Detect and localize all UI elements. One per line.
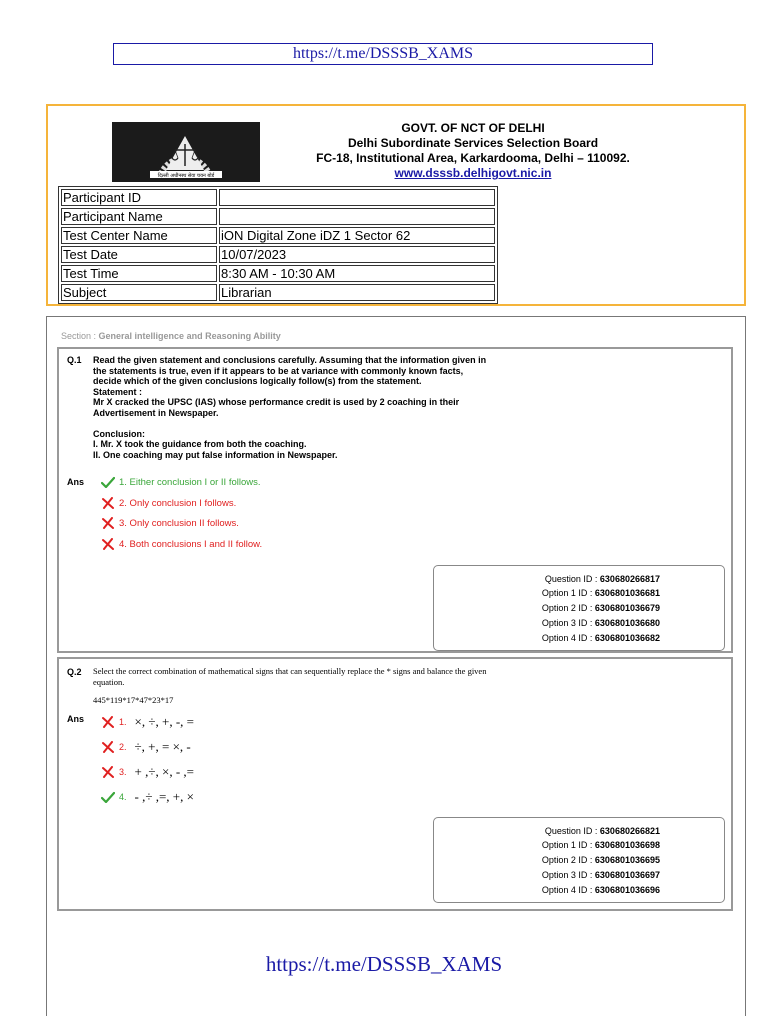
info-value: Librarian: [219, 284, 495, 301]
question-spacer: [93, 418, 543, 429]
cross-icon: [101, 766, 115, 778]
id-value: 6306801036696: [594, 885, 660, 895]
id-value: 6306801036698: [594, 840, 660, 850]
info-value: [219, 208, 495, 225]
option-signs: ÷, +, = ×, -: [134, 739, 191, 754]
option-1: [101, 476, 261, 488]
table-row: [61, 208, 495, 225]
question-number: Q.1: [67, 355, 82, 365]
info-value: iON Digital Zone iDZ 1 Sector 62: [219, 227, 495, 244]
table-row: [61, 246, 495, 263]
option-3: [101, 517, 239, 529]
option-signs: ×, ÷, +, -, =: [134, 714, 194, 729]
question-line: decide which of the given conclusions logically follow(s) from the statement.: [93, 376, 422, 386]
id-label: Option 3 ID :: [541, 870, 595, 880]
question-text: [93, 666, 563, 706]
info-key: Test Date: [61, 246, 217, 263]
option-2: [101, 497, 236, 509]
logo-caption: दिल्ली अधीनस्थ सेवा चयन बोर्ड: [157, 173, 215, 179]
option-number: 1.: [119, 717, 127, 727]
id-value: 630680266817: [599, 574, 660, 584]
id-value: 6306801036679: [594, 603, 660, 613]
option-number: 2.: [119, 742, 127, 752]
board-address: FC-18, Institutional Area, Karkardooma, Delhi – 110092.: [316, 151, 630, 165]
question-id-box: [433, 817, 725, 903]
option-text: 4. Both conclusions I and II follow.: [119, 538, 263, 550]
question-spacer: [93, 687, 563, 695]
id-label: Question ID :: [544, 826, 600, 836]
option-4: [101, 538, 262, 550]
question-paper-panel: [46, 316, 746, 1016]
question-line: Read the given statement and conclusions carefully. Assuming that the information given in: [93, 355, 487, 365]
option-2: [101, 739, 191, 755]
id-label: Option 4 ID :: [541, 633, 595, 643]
cross-icon: [101, 741, 115, 753]
telegram-link-top[interactable]: https://t.me/DSSSB_XAMS: [113, 43, 653, 65]
id-value: 630680266821: [599, 826, 660, 836]
board-website-link[interactable]: www.dsssb.delhigovt.nic.in: [394, 166, 552, 180]
question-line: Advertisement in Newspaper.: [93, 407, 219, 418]
option-id-row: [542, 586, 660, 600]
option-number: 4.: [119, 792, 127, 802]
org-details: [298, 121, 648, 181]
id-value: 6306801036695: [594, 855, 660, 865]
option-id-row: [542, 853, 660, 867]
info-key: Participant Name: [61, 208, 217, 225]
cross-icon: [101, 538, 115, 550]
cross-icon: [101, 497, 115, 509]
question-line: II. One coaching may put false information in Newspaper.: [93, 449, 338, 460]
exam-header-card: [46, 104, 746, 306]
question-id-box: [433, 565, 725, 651]
id-label: Option 3 ID :: [541, 618, 595, 628]
answer-label: Ans: [67, 477, 85, 487]
answer-label: Ans: [67, 714, 85, 724]
cross-icon: [101, 716, 115, 728]
check-icon: [101, 791, 115, 803]
id-label: Option 2 ID :: [541, 855, 595, 865]
question-line: I. Mr. X took the guidance from both the coaching.: [93, 439, 307, 449]
option-id-row: [542, 868, 660, 882]
table-row: [61, 284, 495, 301]
id-value: 6306801036697: [594, 870, 660, 880]
cross-icon: [101, 517, 115, 529]
question-line: Statement :: [93, 386, 143, 397]
info-key: Test Center Name: [61, 227, 217, 244]
option-4: [101, 789, 194, 805]
govt-title: GOVT. OF NCT OF DELHI: [401, 121, 545, 135]
participant-info-table: [58, 186, 498, 304]
question-equation: 445*119*17*47*23*17: [93, 695, 174, 705]
option-signs: - ,÷ ,=, +, ×: [134, 789, 194, 804]
id-value: 6306801036682: [594, 633, 660, 643]
option-text: 2. Only conclusion I follows.: [119, 497, 237, 509]
id-label: Question ID :: [544, 574, 600, 584]
option-3: [101, 764, 194, 780]
question-line: Select the correct combination of mathematical signs that can sequentially replace the * signs and balance the given: [93, 666, 487, 676]
question-id-row: [545, 572, 660, 586]
info-value: [219, 189, 495, 206]
table-row: [61, 227, 495, 244]
board-name: Delhi Subordinate Services Selection Board: [347, 136, 599, 150]
info-key: Test Time: [61, 265, 217, 282]
info-key: Participant ID: [61, 189, 217, 206]
id-value: 6306801036680: [594, 618, 660, 628]
section-prefix: Section :: [61, 331, 99, 341]
section-title: [61, 331, 281, 341]
id-label: Option 4 ID :: [541, 885, 595, 895]
question-line: the statements is true, even if it appears to be at variance with commonly known facts,: [93, 365, 464, 376]
id-label: Option 2 ID :: [541, 603, 595, 613]
option-id-row: [542, 601, 660, 615]
option-id-row: [542, 838, 660, 852]
question-line: equation.: [93, 676, 125, 687]
question-line: Conclusion:: [93, 428, 145, 439]
info-value: 8:30 AM - 10:30 AM: [219, 265, 495, 282]
option-id-row: [542, 616, 660, 630]
section-name: General intelligence and Reasoning Ability: [98, 331, 281, 341]
check-icon: [101, 476, 115, 488]
option-id-row: [542, 631, 660, 645]
table-row: [61, 265, 495, 282]
info-key: Subject: [61, 284, 217, 301]
option-id-row: [542, 883, 660, 897]
option-text: 1. Either conclusion I or II follows.: [119, 476, 261, 488]
info-value: 10/07/2023: [219, 246, 495, 263]
question-number: Q.2: [67, 667, 82, 677]
logo-text-banner: [112, 170, 260, 179]
question-id-row: [545, 824, 660, 838]
option-text: 3. Only conclusion II follows.: [119, 517, 239, 529]
question-card-1: [57, 347, 733, 653]
id-value: 6306801036681: [594, 588, 660, 598]
telegram-link-bottom[interactable]: https://t.me/DSSSB_XAMS: [265, 952, 503, 976]
table-row: [61, 189, 495, 206]
question-line: Mr X cracked the UPSC (IAS) whose performance credit is used by 2 coaching in their: [93, 397, 460, 407]
question-card-2: [57, 657, 733, 911]
option-1: [101, 714, 194, 730]
id-label: Option 1 ID :: [541, 588, 595, 598]
option-number: 3.: [119, 767, 127, 777]
id-label: Option 1 ID :: [541, 840, 595, 850]
dsssb-logo: [112, 122, 260, 182]
option-signs: + ,÷, ×, - ,=: [134, 764, 194, 779]
question-text: [93, 355, 543, 460]
